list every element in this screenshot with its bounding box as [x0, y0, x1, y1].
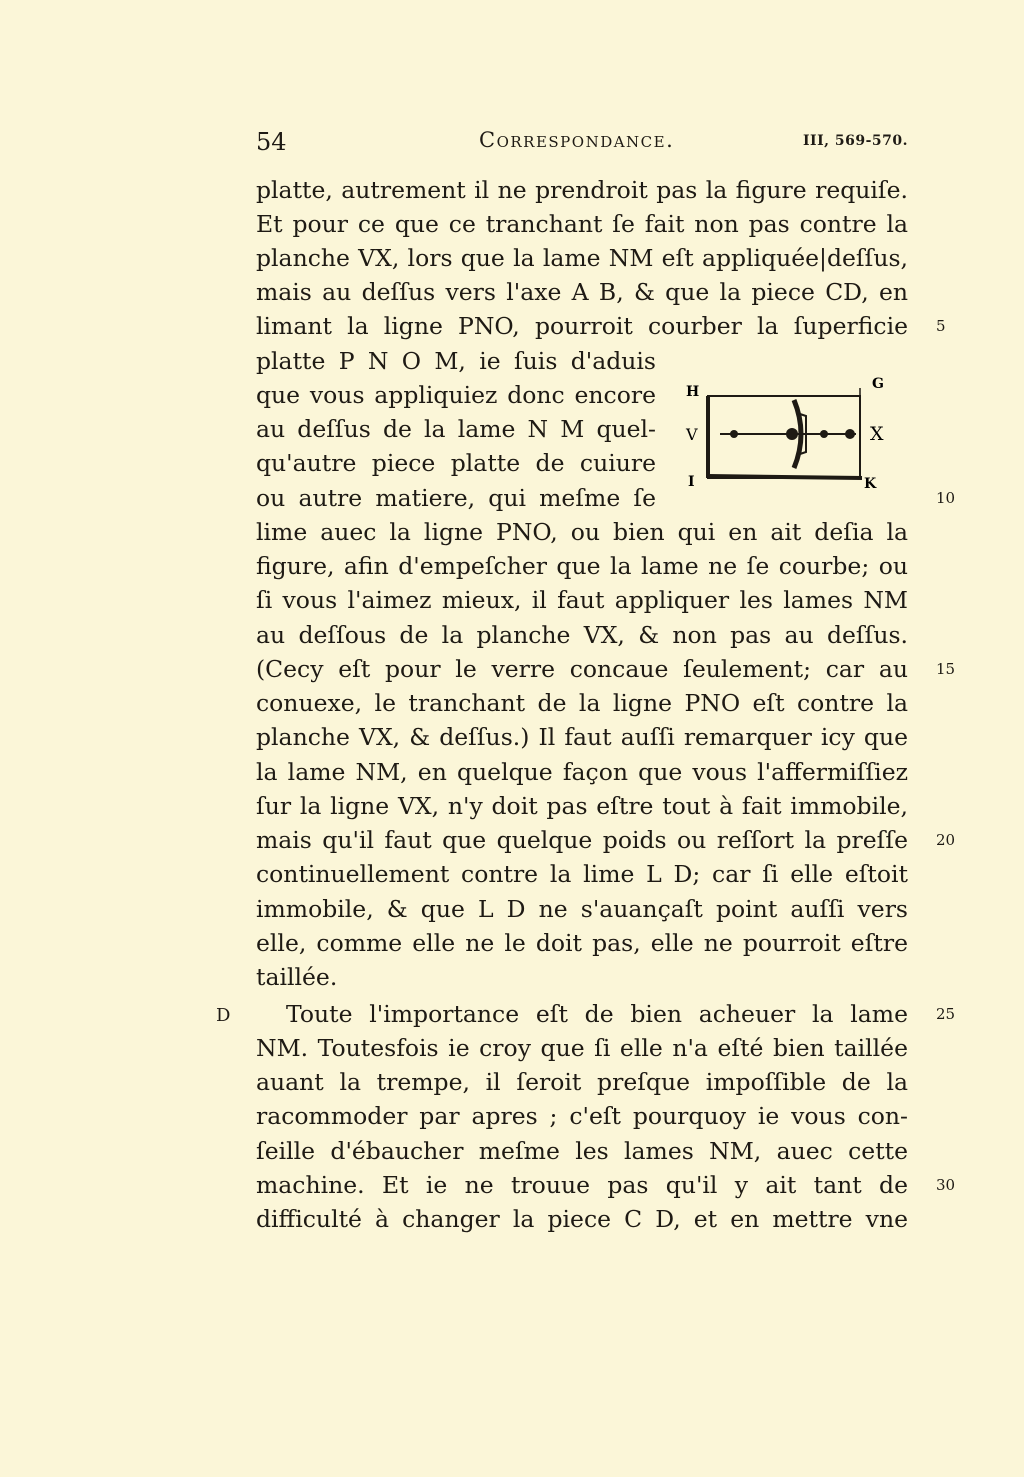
- text-line: mais au deſſus vers l'axe A B, & que la piece CD, en: [256, 278, 908, 306]
- line-number: 30: [936, 1176, 956, 1194]
- text-line: Toute l'importance eſt de bien acheuer la lame: [286, 1000, 908, 1028]
- figure-label-g: G: [872, 376, 884, 392]
- text-line: mais qu'il faut que quelque poids ou reſſort la preſſe: [256, 826, 908, 854]
- figure-frame: [708, 396, 860, 478]
- text-line: planche VX, lors que la lame NM eſt appliquée|deſſus,: [256, 244, 908, 272]
- figure-point: [786, 428, 798, 440]
- page-number: 54: [256, 128, 287, 156]
- text-line: ſeille d'ébaucher meſme les lames NM, auec cette: [256, 1137, 908, 1165]
- figure-base: [708, 476, 862, 478]
- text-line: figure, afin d'empeſcher que la lame ne ſe courbe; ou: [256, 552, 908, 580]
- text-line: auant la trempe, il ſeroit preſque impoſſible de la: [256, 1068, 908, 1096]
- running-header: [256, 128, 908, 158]
- figure-label-i: I: [688, 474, 695, 490]
- text-line: ou autre matiere, qui meſme ſe: [256, 484, 656, 512]
- line-number: 15: [936, 660, 956, 678]
- text-line: racommoder par apres ; c'eſt pourquoy ie vous con-: [256, 1102, 908, 1130]
- text-line: limant la ligne PNO, pourroit courber la ſuperficie: [256, 312, 908, 340]
- line-number: 20: [936, 831, 956, 849]
- figure-label-v: V: [686, 425, 698, 444]
- figure-point: [845, 429, 855, 439]
- text-line: machine. Et ie ne trouue pas qu'il y ait tant de: [256, 1171, 908, 1199]
- text-line: qu'autre piece platte de cuiure: [256, 449, 656, 477]
- figure-label-k: K: [864, 476, 877, 492]
- text-line: (Cecy eſt pour le verre concaue ſeulement; car au: [256, 655, 908, 683]
- text-line: que vous appliquiez donc encore: [256, 381, 656, 409]
- machine-figure: [680, 372, 910, 497]
- text-line: elle, comme elle ne le doit pas, elle ne pourroit eſtre: [256, 929, 908, 957]
- text-line: lime auec la ligne PNO, ou bien qui en ait deſia la: [256, 518, 908, 546]
- margin-note: D: [216, 1005, 231, 1026]
- text-line: ſi vous l'aimez mieux, il faut appliquer les lames NM: [256, 586, 908, 614]
- text-line: au deſſus de la lame N M quel-: [256, 415, 656, 443]
- text-line: platte, autrement il ne prendroit pas la figure requiſe.: [256, 176, 908, 204]
- line-number: 25: [936, 1005, 956, 1023]
- text-line: Et pour ce que ce tranchant ſe fait non pas contre la: [256, 210, 908, 238]
- text-line: conuexe, le tranchant de la ligne PNO eſt contre la: [256, 689, 908, 717]
- line-number: 5: [936, 317, 946, 335]
- text-line: continuellement contre la lime L D; car ſi elle eſtoit: [256, 860, 908, 888]
- text-line: la lame NM, en quelque façon que vous l'affermiſſiez: [256, 758, 908, 786]
- figure-label-h: H: [686, 384, 700, 400]
- text-line: planche VX, & deſſus.) Il faut auſſi remarquer icy que: [256, 723, 908, 751]
- text-line: au deſſous de la planche VX, & non pas au deſſus.: [256, 621, 908, 649]
- text-line: difficulté à changer la piece C D, et en mettre vne: [256, 1205, 908, 1233]
- text-line: ſur la ligne VX, n'y doit pas eſtre tout à fait immobile,: [256, 792, 908, 820]
- text-line: taillée.: [256, 963, 338, 991]
- line-number: 10: [936, 489, 956, 507]
- volume-reference: III, 569-570.: [802, 133, 908, 149]
- text-line: platte P N O M, ie ſuis d'aduis: [256, 347, 656, 375]
- figure-point: [820, 430, 828, 438]
- running-title: Correspondance.: [479, 128, 675, 152]
- text-line: NM. Toutesfois ie croy que ſi elle n'a eſté bien taillée: [256, 1034, 908, 1062]
- figure-point: [730, 430, 738, 438]
- text-line: immobile, & que L D ne s'auançaſt point auſſi vers: [256, 895, 908, 923]
- figure-label-x: X: [870, 423, 884, 445]
